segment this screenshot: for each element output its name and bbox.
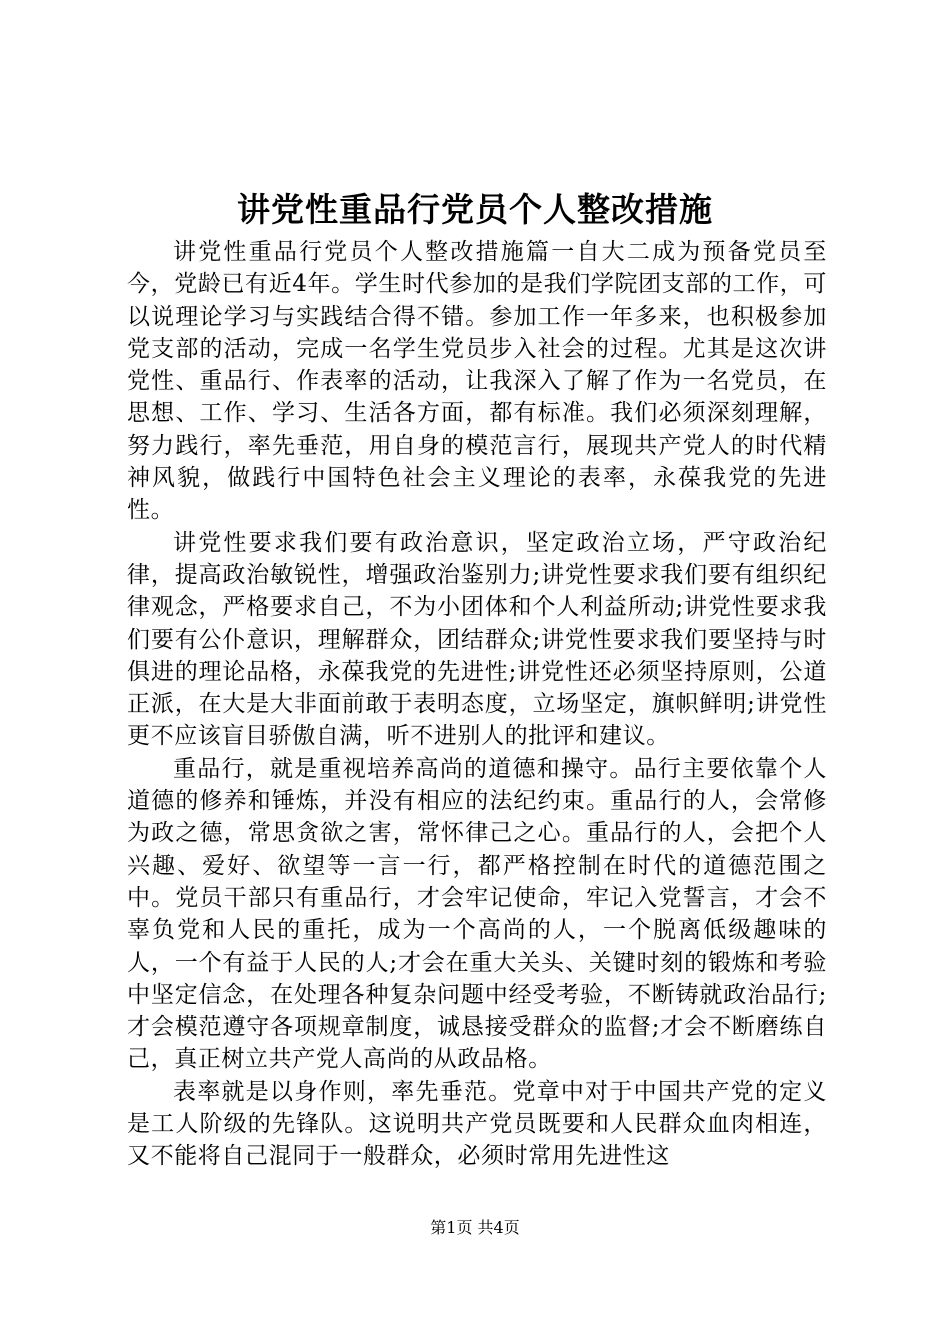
paragraph-3: 重品行，就是重视培养高尚的道德和操守。品行主要依靠个人道德的修养和锤炼，并没有相应的法纪约束。重品行的人，会常修为政之德，常思贪欲之害，常怀律己之心。重品行的人，会把个人兴趣、爱好、欲望等一言一行，都严格控制在时代的道德范围之中。党员干部只有重品行，才会牢记使命，牢记入党誓言，才会不辜负党和人民的重托，成为一个高尚的人，一个脱离低级趣味的人，一个有益于人民的人;才会在重大关头、关键时刻的锻炼和考验中坚定信念，在处理各种复杂问题中经受考验，不断铸就政治品行;才会模范遵守各项规章制度，诚恳接受群众的监督;才会不断磨练自己，真正树立共产党人高尚的从政品格。 — [127, 755, 827, 1073]
paragraph-2: 讲党性要求我们要有政治意识，坚定政治立场，严守政治纪律，提高政治敏锐性，增强政治鉴别力;讲党性要求我们要有组织纪律观念，严格要求自己，不为小团体和个人利益所动;讲党性要求我们要有公仆意识，理解群众，团结群众;讲党性要求我们要坚持与时俱进的理论品格，永葆我党的先进性;讲党性还必须坚持原则，公道正派，在大是大非面前敢于表明态度，立场坚定，旗帜鲜明;讲党性更不应该盲目骄傲自满，听不进别人的批评和建议。 — [127, 529, 827, 750]
document-title: 讲党性重品行党员个人整改措施 — [237, 190, 713, 229]
paragraph-1: 讲党性重品行党员个人整改措施篇一自大二成为预备党员至今，党龄已有近4年。学生时代参加的是我们学院团支部的工作，可以说理论学习与实践结合得不错。参加工作一年多来，也积极参加党支部的活动，完成一名学生党员步入社会的过程。尤其是这次讲党性、重品行、作表率的活动，让我深入了解了作为一名党员，在思想、工作、学习、生活各方面，都有标准。我们必须深刻理解，努力践行，率先垂范，用自身的模范言行，展现共产党人的时代精神风貌，做践行中国特色社会主义理论的表率，永葆我党的先进性。 — [127, 239, 827, 524]
document-body — [127, 236, 827, 1173]
paragraph-4: 表率就是以身作则，率先垂范。党章中对于中国共产党的定义是工人阶级的先锋队。这说明共产党员既要和人民群众血肉相连，又不能将自己混同于一般群众，必须时常用先进性这 — [127, 1078, 827, 1170]
page-number-footer: 第1页 共4页 — [430, 1218, 520, 1237]
